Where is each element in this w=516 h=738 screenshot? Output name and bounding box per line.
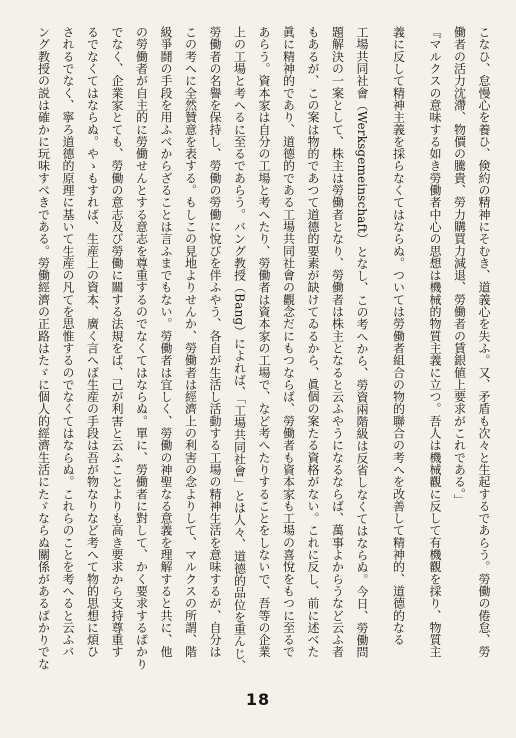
text-column: 級爭鬪の手段を用ふべからざることは言ふまでもない。勞働者は宜しく、勞働の神聖なる意義を理解すると共に、他 (159, 26, 173, 658)
text-column: 工場共同社會（Werksgemeinschaft）となし、この考へから、勞資兩階級は反省しなくてはならぬ。今日、勞働問 (355, 26, 369, 659)
text-column: 眞に精神的であり、道德的である工場共同社會の觀念だにもつならば、勞働者も資本家も工場の喜悅をもつに至るで (281, 26, 296, 658)
text-column: されるでなく、寧ろ道德的原理に基いて生産の凡てを思惟するのでなくてはならぬ。これらのことを考へると云ふバ (61, 26, 75, 658)
vertical-body-text (18, 26, 496, 676)
text-column: でなく、企業家とても、勞働の意志及び勞働に關する法規をば、己が利害と云ふことよりも高き要求から支持尊重す (110, 26, 124, 658)
text-column: 働者の活力沈滯、物價の騰貴、勞力購買力減退、勞働者の賃銀値上要求がこれである。」 (452, 26, 467, 506)
text-column: あらう。資本家は自分の工場と考へたり、勞働者は資本家の工場で、など考へたりすることをしないで、吾等の企業 (257, 26, 271, 658)
text-column: 『マルクスの意味する如き勞働者中心の思想は機械的物質主義に立つ。吾人は機械觀に反して有機觀を採り、物質主 (428, 26, 442, 658)
text-column: こなひ、怠慢心を養ひ、倹約の精神にそむき、道義心を失ふ。又、矛盾も次々と生起するであらう。勞働の倦怠、勞 (477, 26, 491, 658)
text-column: 題解決の一案として、株主は勞働者となり、勞働者は株主となると云ふやうになるならば、萬事よからうなど云ふ者 (330, 26, 345, 658)
text-column: 義に反して精神主義を採らなくてはならぬ。ついては勞働者組合の物的聯合の考へを改善して精神的、道德的なる (391, 26, 406, 646)
text-column: るでなくてはならぬ。やゝもすれば、生産上の資本、廣く言へば生産の手段は吾が物なりなど考へて物的思想に煩ひ (85, 26, 100, 658)
text-column: この考へに全然贊意を表する。もしこの見地よりせんか、勞働者は經濟上の利害の念よりして、マルクスの所謂、階 (183, 26, 198, 658)
text-column: 上の工場と考へるに至るであらう。バング教授（Bang）によれば、「工場共同社會」とは人々、道德的品位を重んじ、 (232, 26, 247, 672)
text-column: の勞働者が自主的に勞働せんとする意志を尊重するのでなくてはならぬ。單に、勞働者に對して、かく要求するばかり (134, 26, 149, 670)
text-column: もあるが、この案は物的であつて道德的要素が缺けてゐるから、眞個の案たる資格がない。これに反し、前に述べた (306, 26, 320, 658)
text-column: ング教授の説は確かに玩味すべきである。勞働經濟の正路はたゞに個人的經濟生活にたゞならぬ關係があるばかりでな (36, 26, 51, 670)
text-column: 勞働者の名譽を保持し、勞働の勞働に悅びを伴ふやう、各自が生活し活動する工場の精神生活を意味するが、自分は (208, 26, 222, 658)
page-number: 18 (245, 690, 271, 709)
